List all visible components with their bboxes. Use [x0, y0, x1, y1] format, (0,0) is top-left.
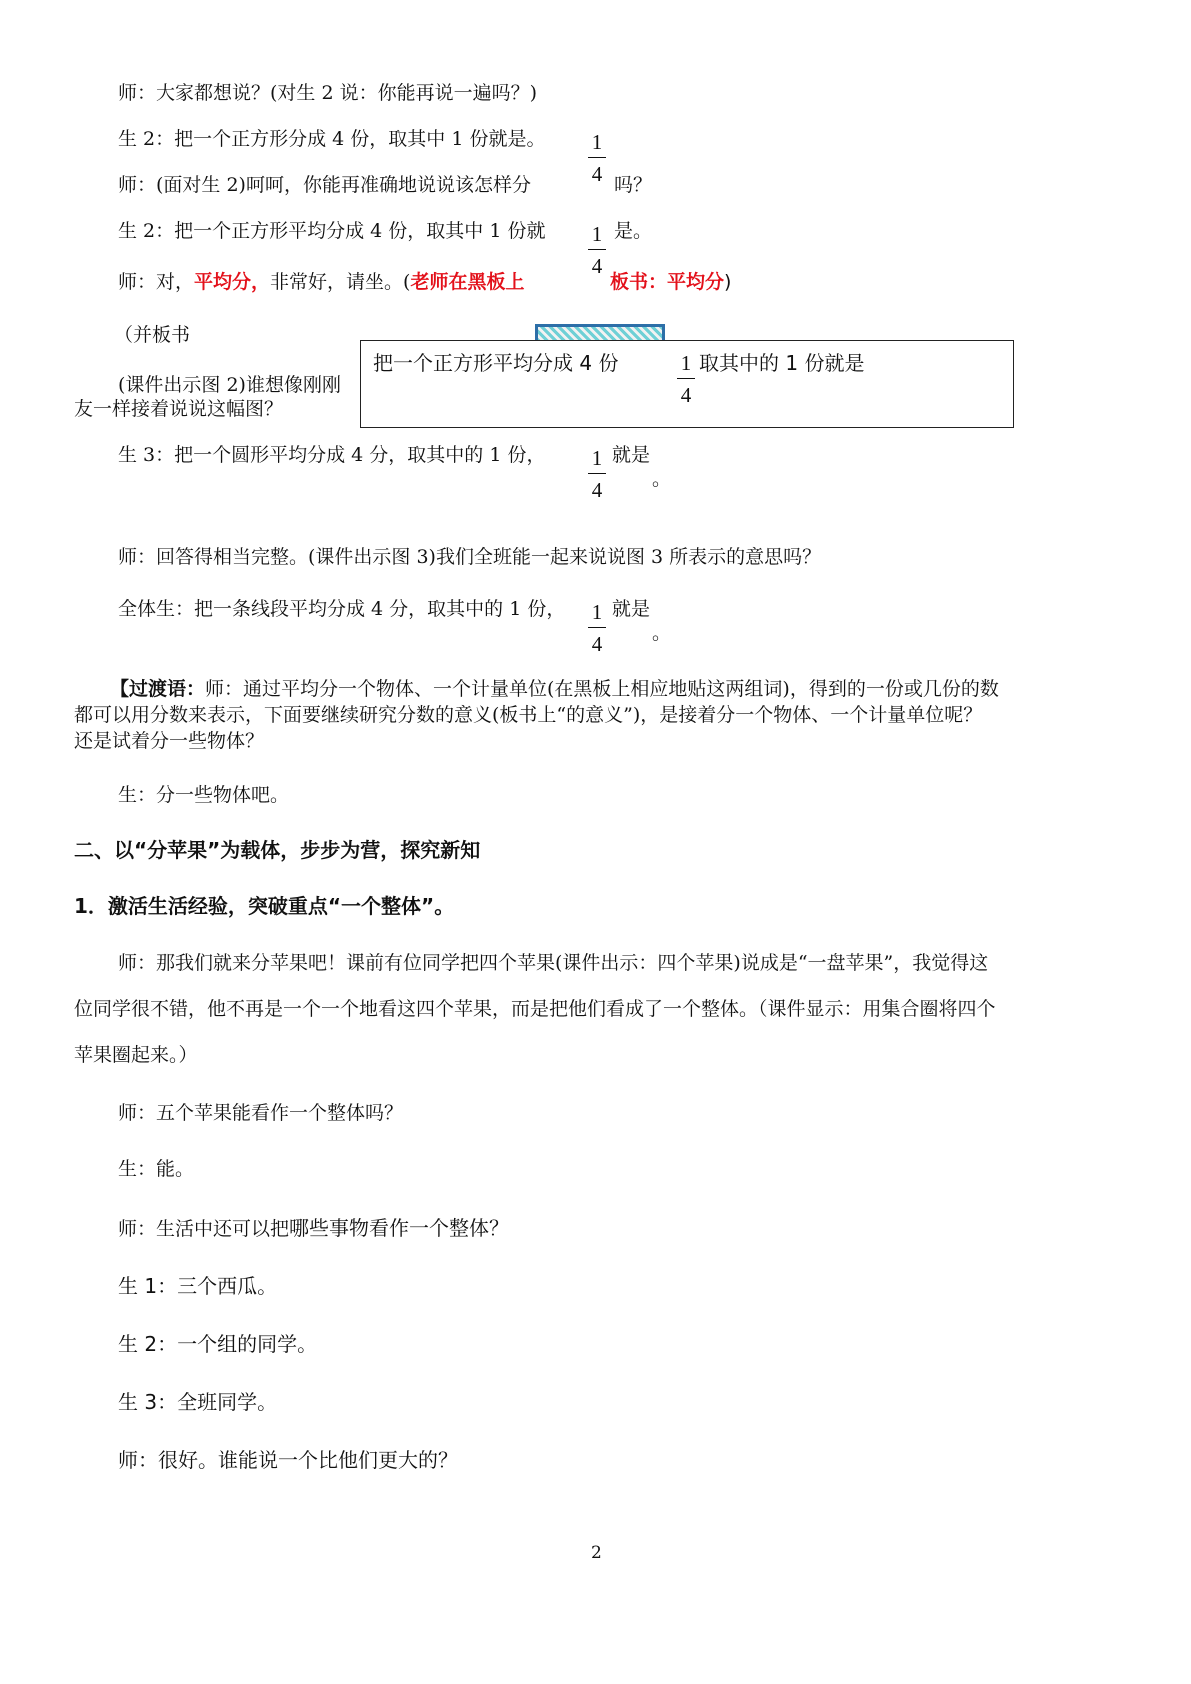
dialogue-line-end: 吗？ — [614, 174, 653, 196]
board-note: 板书：平均分 — [610, 271, 725, 293]
dialogue-line-end: 就是 — [612, 444, 651, 466]
dialogue-line: 友一样接着说说这幅图？ — [74, 398, 284, 420]
paragraph-line: 位同学很不错，他不再是一个一个地看这四个苹果，而是把他们看成了一个整体。（课件显示：用集合圈将四个 — [74, 998, 996, 1020]
blackboard-writing-box — [360, 340, 1014, 428]
transition-line: 还是试着分一些物体？ — [74, 730, 265, 752]
text-segment: 哪些事物看作一个整体？ — [289, 1216, 510, 1240]
dialogue-line: 生 2：一个组的同学。 — [118, 1332, 318, 1356]
dialogue-line: 师：很好。谁能说一个比他们更大的？ — [118, 1448, 458, 1472]
fraction-one-quarter: 1 4 — [588, 602, 606, 655]
emphasis-text: 老师在黑板上 — [410, 271, 525, 293]
fraction-one-quarter: 1 4 — [588, 448, 606, 501]
dialogue-line: 生：能。 — [118, 1158, 195, 1180]
punctuation: 。 — [652, 468, 672, 490]
fraction-one-quarter: 1 4 — [677, 353, 695, 406]
text-segment: 师：对， — [118, 271, 195, 293]
dialogue-line: 生 1：三个西瓜。 — [118, 1274, 278, 1298]
fraction-one-quarter: 1 4 — [588, 224, 606, 277]
dialogue-line: 师：五个苹果能看作一个整体吗？ — [118, 1102, 404, 1124]
dialogue-line: 生 3：把一个圆形平均分成 4 分，取其中的 1 份， — [118, 444, 546, 466]
dialogue-line-end: 是。 — [614, 220, 653, 242]
transition-line: 都可以用分数来表示，下面要继续研究分数的意义(板书上“的意义”)，是接着分一个物体、一个计量单位呢？ — [74, 704, 983, 726]
transition-label: 【过渡语： — [110, 678, 206, 700]
dialogue-line: 师：回答得相当完整。(课件出示图 3)我们全班能一起来说说图 3 所表示的意思吗？ — [118, 546, 822, 568]
dialogue-line: 全体生：把一条线段平均分成 4 分，取其中的 1 份， — [118, 598, 566, 620]
board-text: 取其中的 1 份就是 — [699, 351, 865, 375]
text-segment: 非常好，请坐。( — [270, 271, 411, 293]
board-text: 把一个正方形平均分成 4 份 — [373, 351, 619, 375]
text-segment: 师：生活中还可以把 — [118, 1218, 290, 1240]
dialogue-line: 生：分一些物体吧。 — [118, 784, 290, 806]
dialogue-line: 师：大家都想说？(对生 2 说：你能再说一遍吗？) — [118, 82, 537, 104]
text-segment: 师：通过平均分一个物体、一个计量单位(在黑板上相应地贴这两组词)，得到的一份或几份的数 — [205, 678, 999, 700]
dialogue-line: (课件出示图 2)谁想像刚刚 — [118, 374, 341, 396]
emphasis-text — [610, 273, 731, 292]
dialogue-line-end: 就是 — [612, 598, 651, 620]
dialogue-line: 生 2：把一个正方形平均分成 4 份，取其中 1 份就 — [118, 220, 546, 242]
dialogue-line: 生 2：把一个正方形分成 4 份，取其中 1 份就是。 — [118, 128, 546, 150]
paragraph-line: 师：那我们就来分苹果吧！课前有位同学把四个苹果(课件出示：四个苹果)说成是“一盘苹果”，我觉得这 — [118, 952, 989, 974]
dialogue-line — [118, 1218, 509, 1239]
punctuation: 。 — [652, 622, 672, 644]
dialogue-line: 生 3：全班同学。 — [118, 1390, 278, 1414]
section-heading: 二、以“分苹果”为载体，步步为营，探究新知 — [74, 838, 481, 862]
text-segment: ) — [724, 271, 732, 293]
paragraph-line: 苹果圈起来。） — [74, 1044, 198, 1066]
page-number: 2 — [591, 1543, 602, 1563]
emphasis-text: 平均分， — [194, 271, 271, 293]
dialogue-line: （并板书 — [114, 324, 191, 346]
dialogue-line — [118, 273, 524, 292]
subsection-heading: 1．激活生活经验，突破重点“一个整体”。 — [74, 894, 455, 918]
fraction-one-quarter: 1 4 — [588, 132, 606, 185]
transition-line — [110, 680, 999, 699]
dialogue-line: 师：(面对生 2)呵呵，你能再准确地说说该怎样分 — [118, 174, 531, 196]
